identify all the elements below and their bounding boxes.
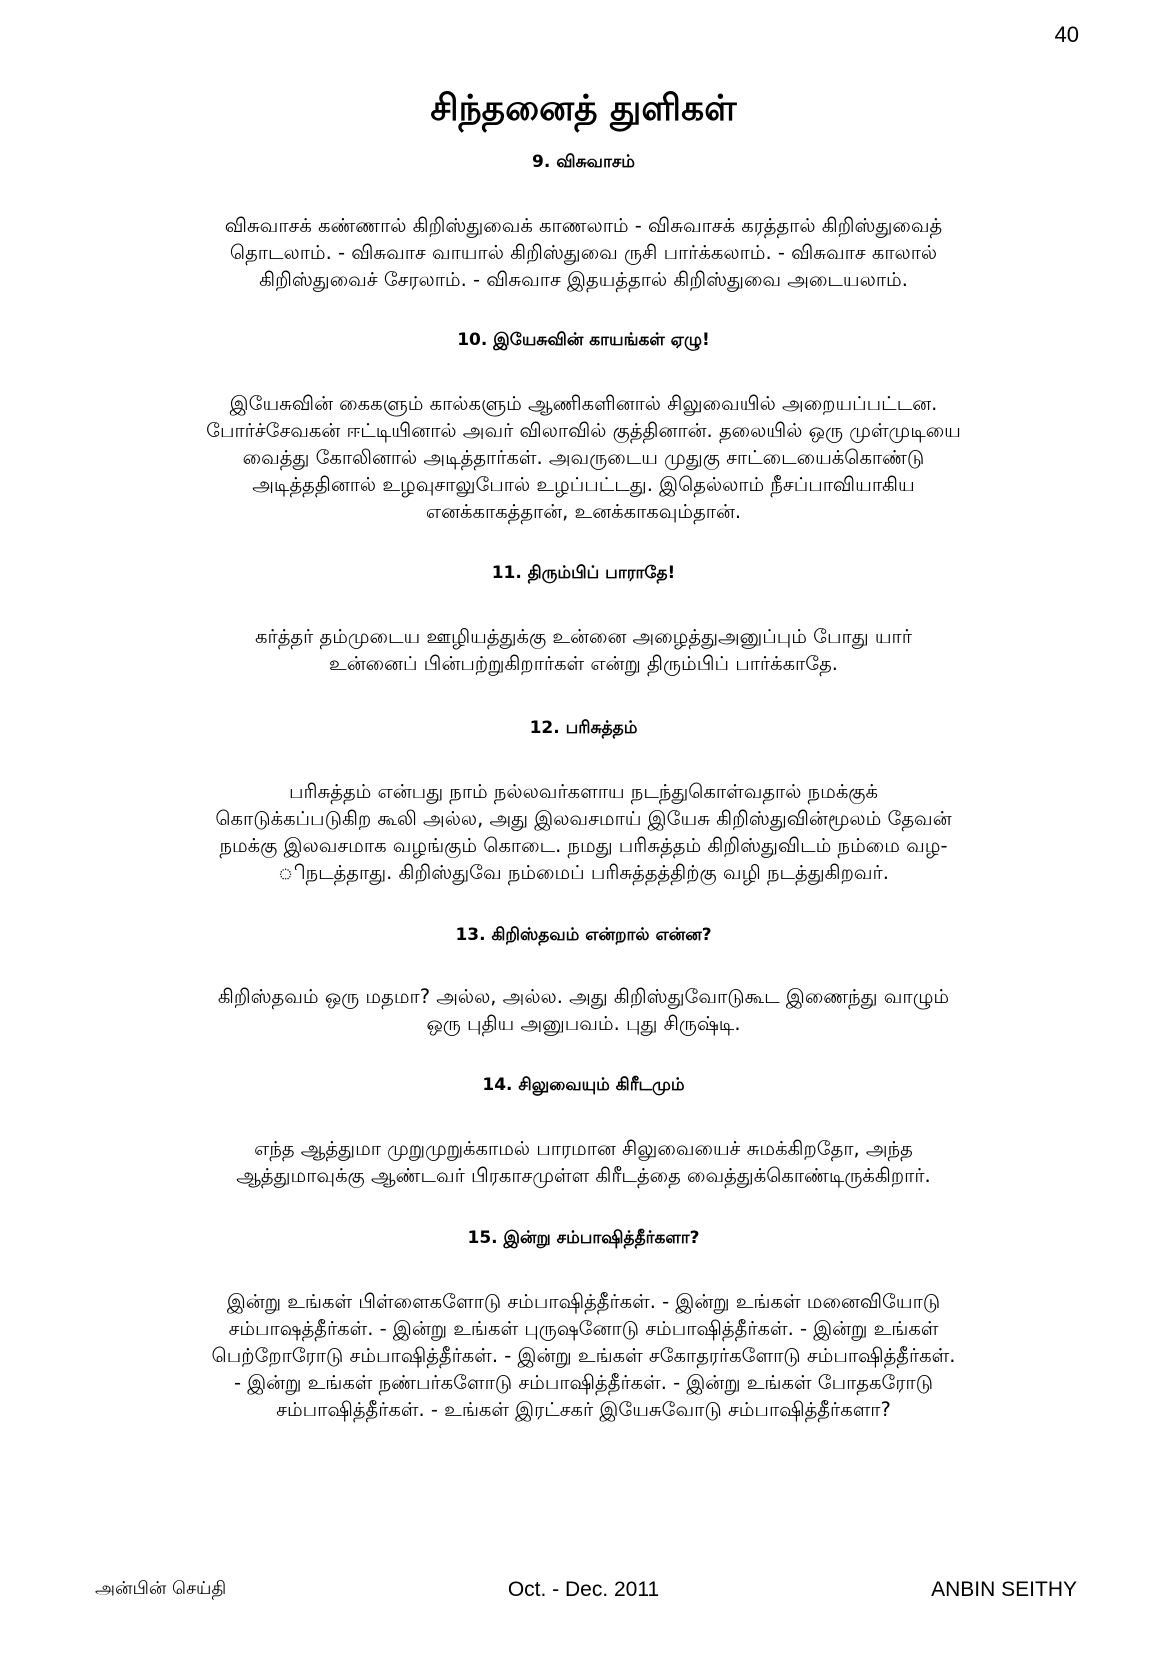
- body-line: இன்று உங்கள் பிள்ளைகளோடு சம்பாஷித்தீர்கள். - இன்று உங்கள் மனைவியோடு: [226, 1290, 941, 1313]
- page-footer: [0, 1578, 1167, 1608]
- section-heading: 10. இயேசுவின் காயங்கள் ஏழு!: [457, 330, 710, 350]
- body-line: கொடுக்கப்படுகிற கூலி அல்ல, அது இலவசமாய் இயேசு கிறிஸ்துவின்மூலம் தேவன்: [215, 807, 952, 830]
- body-line: ிநடத்தாது. கிறிஸ்துவே நம்மைப் பரிசுத்தத்திற்கு வழி நடத்துகிறவர்.: [278, 861, 889, 884]
- body-line: - இன்று உங்கள் நண்பர்களோடு சம்பாஷித்தீர்கள். - இன்று உங்கள் போதகரோடு: [233, 1371, 933, 1394]
- footer-magazine-name-tamil: அன்பின் செய்தி: [95, 1578, 227, 1599]
- body-line: கிறிஸ்தவம் ஒரு மதமா? அல்ல, அல்ல. அது கிறிஸ்துவோடுகூட இணைந்து வாழும்: [217, 985, 950, 1008]
- section-body: [95, 1288, 1072, 1423]
- body-line: சம்பாஷத்தீர்கள். - இன்று உங்கள் புருஷனோடு சம்பாஷித்தீர்கள். - இன்று உங்கள்: [228, 1317, 939, 1340]
- section-heading: 14. சிலுவையும் கிரீடமும்: [482, 1075, 685, 1095]
- body-line: எனக்காகத்தான், உனக்காகவும்தான்.: [425, 500, 742, 523]
- body-line: வைத்து கோலினால் அடித்தார்கள். அவருடைய முதுகு சாட்டையைக்கொண்டு: [242, 446, 925, 469]
- body-line: நமக்கு இலவசமாக வழங்கும் கொடை. நமது பரிசுத்தம் கிறிஸ்துவிடம் நம்மை வழ-: [219, 834, 948, 857]
- section-body: [95, 212, 1072, 293]
- section-body: [95, 983, 1072, 1037]
- footer-issue-date: Oct. - Dec. 2011: [507, 1578, 660, 1601]
- body-line: அடித்ததினால் உழவுசாலுபோல் உழப்பட்டது. இதெல்லாம் நீசப்பாவியாகிய: [252, 473, 915, 496]
- footer-magazine-name: ANBIN SEITHY: [931, 1578, 1077, 1601]
- body-line: இயேசுவின் கைகளும் கால்களும் ஆணிகளினால் சிலுவையில் அறையப்பட்டன.: [229, 392, 938, 415]
- body-line: போர்ச்சேவகன் ஈட்டியினால் அவர் விலாவில் குத்தினான். தலையில் ஒரு முள்முடியை: [206, 419, 961, 442]
- body-line: எந்த ஆத்துமா முறுமுறுக்காமல் பாரமான சிலுவையைச் சுமக்கிறதோ, அந்த: [254, 1137, 913, 1160]
- body-line: கர்த்தர் தம்முடைய ஊழியத்துக்கு உன்னை அழைத்துஅனுப்பும் போது யார்: [255, 625, 912, 648]
- section-heading: 11. திரும்பிப் பாராதே!: [491, 563, 676, 583]
- body-line: தொடலாம். - விசுவாச வாயால் கிறிஸ்துவை ருசி பார்க்கலாம். - விசுவாச காலால்: [229, 241, 938, 264]
- body-line: பெற்றோரோடு சம்பாஷித்தீர்கள். - இன்று உங்கள் சகோதரர்களோடு சம்பாஷித்தீர்கள்.: [211, 1344, 956, 1367]
- section-body: [95, 390, 1072, 525]
- page-title: சிந்தனைத் துளிகள்: [430, 88, 737, 129]
- body-line: சம்பாஷித்தீர்கள். - உங்கள் இரட்சகர் இயேசுவோடு சம்பாஷித்தீர்களா?: [276, 1398, 891, 1421]
- section-heading: 9. விசுவாசம்: [532, 152, 635, 172]
- section-heading: 13. கிறிஸ்தவம் என்றால் என்ன?: [455, 925, 712, 945]
- body-line: விசுவாசக் கண்ணால் கிறிஸ்துவைக் காணலாம் - விசுவாசக் கரத்தால் கிறிஸ்துவைத்: [224, 214, 943, 237]
- page-number: 40: [1054, 22, 1079, 47]
- body-line: உன்னைப் பின்பற்றுகிறார்கள் என்று திரும்பிப் பார்க்காதே.: [329, 652, 838, 675]
- body-line: ஆத்துமாவுக்கு ஆண்டவர் பிரகாசமுள்ள கிரீடத்தை வைத்துக்கொண்டிருக்கிறார்.: [236, 1164, 931, 1187]
- section-body: [95, 778, 1072, 886]
- section-body: [95, 623, 1072, 677]
- section-heading: 15. இன்று சம்பாஷித்தீர்களா?: [467, 1228, 700, 1248]
- section-body: [95, 1135, 1072, 1189]
- body-line: கிறிஸ்துவைச் சேரலாம். - விசுவாச இதயத்தால் கிறிஸ்துவை அடையலாம்.: [259, 268, 908, 291]
- body-line: பரிசுத்தம் என்பது நாம் நல்லவர்களாய நடந்துகொள்வதால் நமக்குக்: [289, 780, 878, 803]
- body-line: ஒரு புதிய அனுபவம். புது சிருஷ்டி.: [426, 1012, 741, 1035]
- section-heading: 12. பரிசுத்தம்: [529, 718, 638, 738]
